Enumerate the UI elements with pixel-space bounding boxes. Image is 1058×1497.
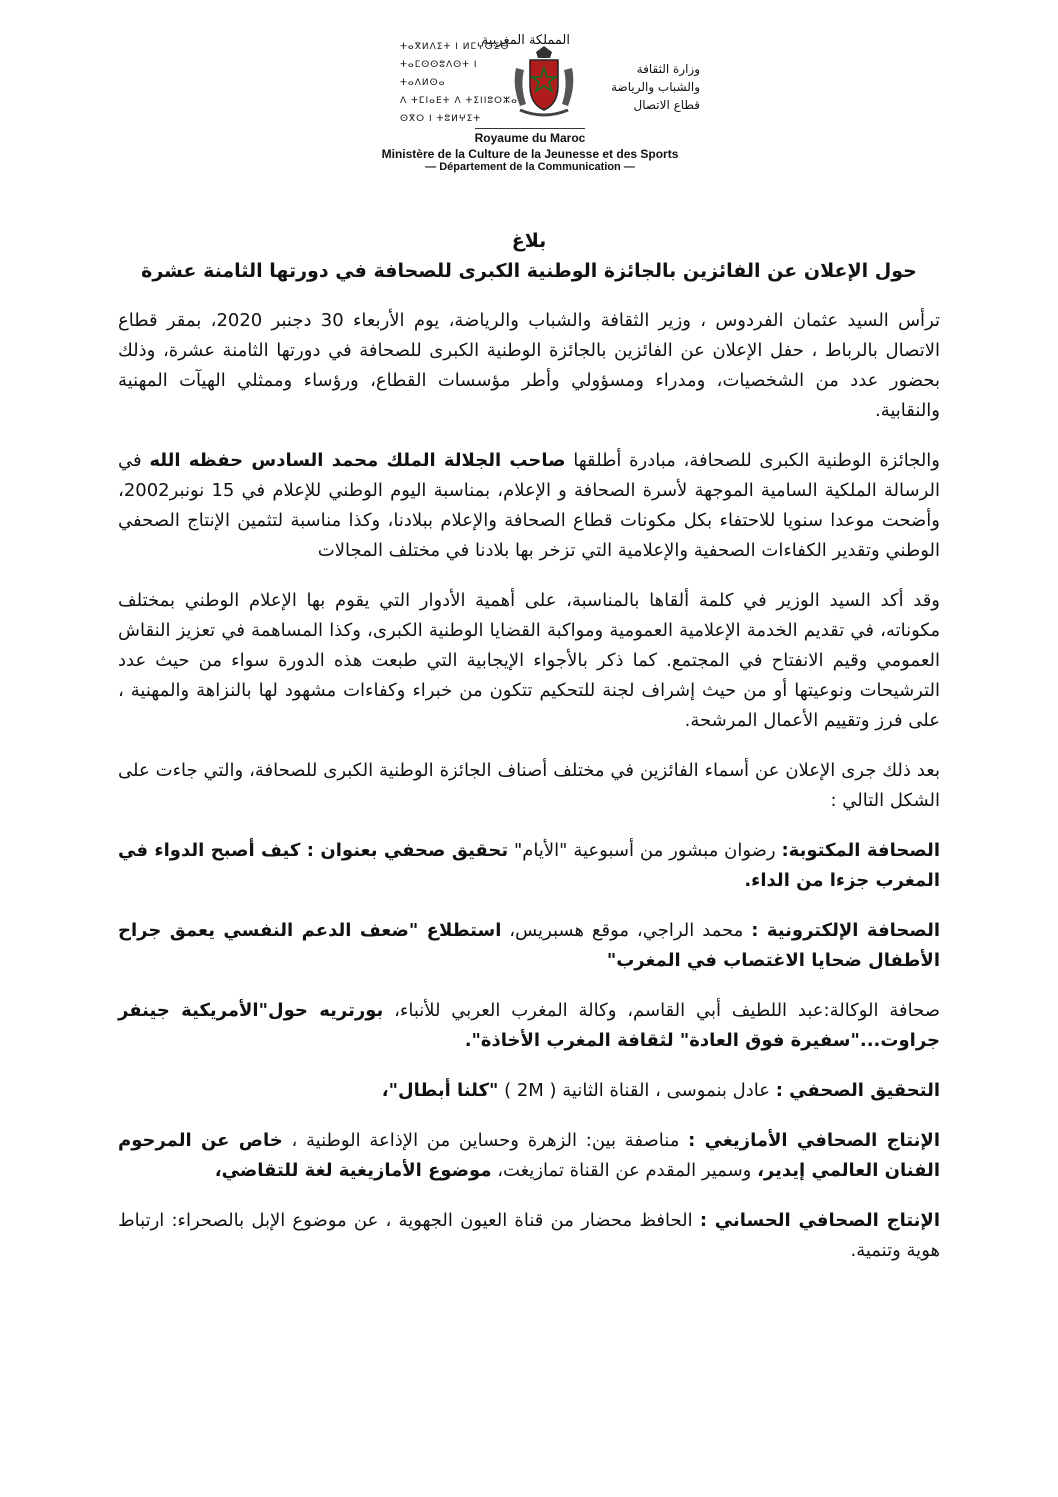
letterhead: [360, 28, 700, 173]
arabic-ministry-2: والشباب والرياضة: [611, 80, 700, 94]
paragraph-opening: ترأس السيد عثمان الفردوس ، وزير الثقافة والشباب والرياضة، يوم الأربعاء 30 دجنبر 2020، بمقر قطاع الاتصال بالرباط ، حفل الإعلان عن الفائزين بالجائزة الوطنية الكبرى للصحافة في دورتها الثامنة عشرة، وذلك بحضور عدد من الشخصيات، ومدراء ومسؤولي وأطر مؤسسات القطاع، ورؤساء وممثلي الهيآت المهنية والنقابية.: [118, 310, 941, 421]
winner-agency-press: صحافة الوكالة:عبد اللطيف أبي القاسم، وكالة المغرب العربي للأنباء، بورتريه حول"الأمريكية جينفر جراوت..."سفيرة فوق العادة" لثقافة المغرب الأخاذة".: [118, 1000, 940, 1051]
winner-electronic-press: الصحافة الإلكترونية : محمد الراجي، موقع هسبريس، استطلاع "ضعف الدعم النفسي يعمق جراح الأطفال ضحايا الاغتصاب في المغرب": [118, 920, 941, 971]
winner-investigation: التحقيق الصحفي : عادل بنموسى ، القناة الثانية ( 2M ) "كلنا أبطال"،: [381, 1080, 940, 1101]
document-title: بلاغ: [511, 230, 547, 252]
tifinagh-kingdom: ⵜⴰⴳⵍⴷⵉⵜ ⵏ ⵍⵎⵖⵔⵉⴱ: [400, 42, 510, 52]
arabic-department: قطاع الاتصال: [633, 98, 700, 112]
arabic-kingdom: المملكة المغربية: [481, 33, 570, 48]
winner-amazigh-production: الإنتاج الصحافي الأمازيغي : مناصفة بين: الزهرة وحساين من الإذاعة الوطنية ، خاص عن المرحوم الفنان العالمي إيدير، وسمير المقدم عن القناة تمازيغت، موضوع الأمازيغية لغة للتقاضي،: [118, 1130, 940, 1181]
french-header: [360, 128, 700, 173]
fr-department: — Département de la Communication —: [425, 161, 635, 173]
winner-hassani-production: الإنتاج الصحافي الحساني : الحافظ محضار من قناة العيون الجهوية ، عن موضوع الإبل بالصحراء: ارتباط هوية وتنمية.: [118, 1210, 941, 1261]
paragraph-minister-speech: وقد أكد السيد الوزير في كلمة ألقاها بالمناسبة، على أهمية الأدوار التي يقوم بها الإعلام الوطني بمختلف مكوناته، في تقديم الخدمة الإعلامية العمومية ومواكبة القضايا الوطنية الكبرى، وكذا المساهمة في تعزيز النقاش العمومي وقيم الانفتاح في المجتمع. كما ذكر بالأجواء الإيجابية التي طبعت هذه الدورة سواء من حيث عدد الترشيحات ونوعيتها أو من حيث إشراف لجنة للتحكيم تتكون من خبراء وكفاءات مشهود لها بالنزاهة والمهنية ، على فرز وتقييم الأعمال المرشحة.: [118, 590, 940, 731]
winner-written-press: الصحافة المكتوبة: رضوان مبشور من أسبوعية "الأيام" تحقيق صحفي بعنوان : كيف أصبح الدواء في المغرب جزءا من الداء.: [118, 840, 940, 891]
arabic-ministry-1: وزارة الثقافة: [636, 62, 700, 76]
tifinagh-ministry-1: ⵜⴰⵎⵙⵙⵓⴷⵙⵜ ⵏ ⵜⴰⴷⵍⵙⴰ: [400, 60, 478, 88]
tifinagh-ministry-2: ⴷ ⵜⵎⵏⴰⴹⵜ ⴷ ⵜⵉⵏⵏⵓⵔⵣⴰ: [400, 96, 518, 106]
paragraph-award-origin: والجائزة الوطنية الكبرى للصحافة، مبادرة أطلقها صاحب الجلالة الملك محمد السادس حفظه الله في الرسالة الملكية السامية الموجهة لأسرة الصحافة و الإعلام، بمناسبة اليوم الوطني للإعلام في 15 نونبر2002، وأضحت موعدا سنويا للاحتفاء بكل مكونات قطاع الصحافة والإعلام ببلادنا، وكذا مناسبة لتثمين الإنتاج الصحفي الوطني وتقدير الكفاءات الصحفية والإعلامية التي تزخر بها بلادنا في مختلف المجالات: [118, 450, 940, 561]
press-release-body: [118, 226, 940, 1266]
paragraph-winners-intro: بعد ذلك جرى الإعلان عن أسماء الفائزين في مختلف أصناف الجائزة الوطنية الكبرى للصحافة، والتي جاءت على الشكل التالي :: [118, 760, 940, 811]
tifinagh-header: [400, 38, 520, 128]
arabic-header: [481, 33, 700, 114]
fr-kingdom: Royaume du Maroc: [475, 128, 586, 145]
tifinagh-department: ⵙⴳⵔ ⵏ ⵜⵓⵍⵖⵉⵜ: [400, 114, 482, 124]
fr-ministry: Ministère de la Culture de la Jeunesse et des Sports: [381, 147, 679, 161]
document-subtitle: حول الإعلان عن الفائزين بالجائزة الوطنية الكبرى للصحافة في دورتها الثامنة عشرة: [141, 260, 917, 282]
royal-coat-of-arms-icon: [506, 46, 582, 118]
